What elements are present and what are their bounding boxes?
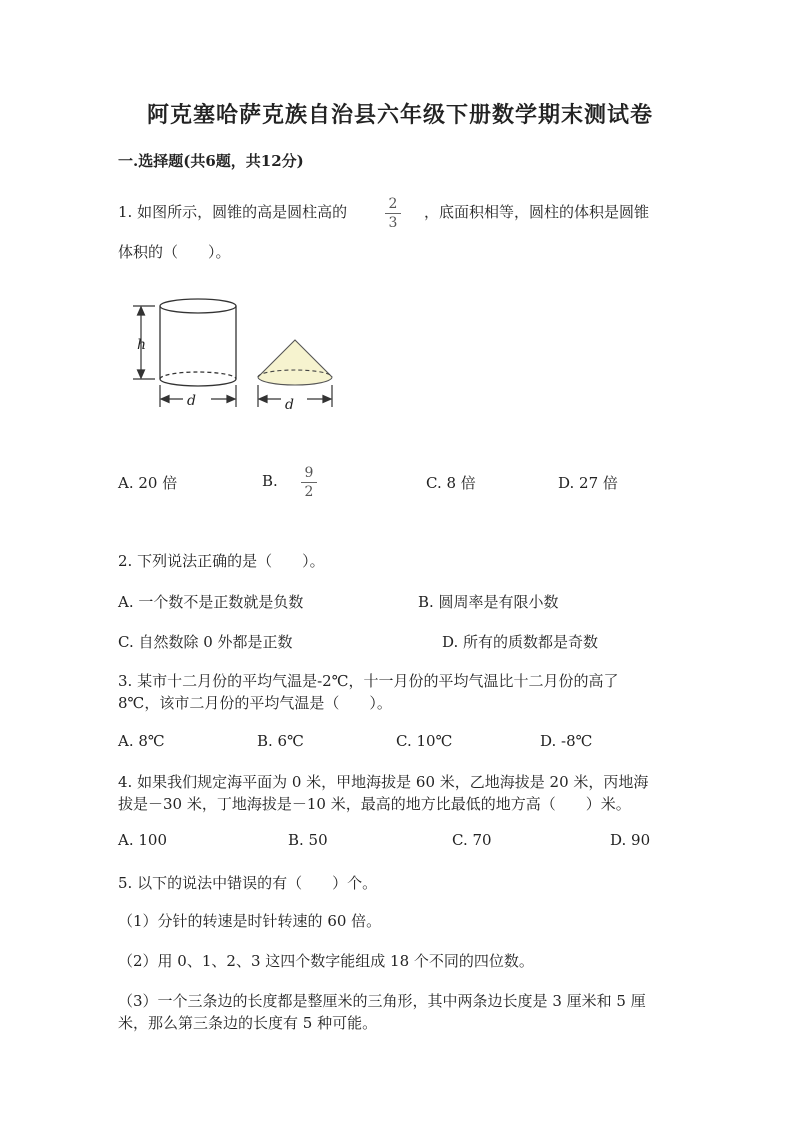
q3-option-b[interactable]: B. 6℃ (257, 732, 304, 750)
q5-statement-3-line2: 米，那么第三条边的长度有 5 种可能。 (118, 1014, 378, 1032)
q1-text-b: ，底面积相等，圆柱的体积是圆锥 (424, 203, 650, 221)
page-title: 阿克塞哈萨克族自治县六年级下册数学期末测试卷 (146, 102, 653, 128)
q3-option-a[interactable]: A. 8℃ (118, 732, 165, 750)
q4-option-a[interactable]: A. 100 (118, 831, 167, 849)
q4-text-line2: 拔是－30 米，丁地海拔是－10 米，最高的地方比最低的地方高（ ）米。 (118, 795, 631, 813)
q5-statement-2: （2）用 0、1、2、3 这四个数字能组成 18 个不同的四位数。 (118, 952, 534, 970)
q1-fraction-numerator: 2 (388, 196, 398, 212)
q1-text-c: 体积的（ ）。 (118, 243, 231, 261)
q4-option-b[interactable]: B. 50 (288, 831, 328, 849)
q3-text-line2: 8℃，该市二月份的平均气温是（ ）。 (118, 694, 392, 712)
q2-option-a[interactable]: A. 一个数不是正数就是负数 (118, 593, 304, 611)
q2-text: 2. 下列说法正确的是（ ）。 (118, 552, 325, 570)
cone-diameter-arrow (258, 385, 332, 407)
q1-option-c[interactable]: C. 8 倍 (426, 474, 476, 492)
q1-option-b-fraction (299, 465, 319, 500)
q2-option-b[interactable]: B. 圆周率是有限小数 (418, 593, 559, 611)
fraction-bar (385, 213, 401, 214)
cylinder-diameter-arrow (160, 385, 236, 407)
cylinder-shape (160, 299, 236, 386)
q4-option-c[interactable]: C. 70 (452, 831, 492, 849)
q3-text-line1: 3. 某市十二月份的平均气温是-2℃，十一月份的平均气温比十二月份的高了 (118, 672, 619, 690)
q5-statement-1: （1）分针的转速是时针转速的 60 倍。 (118, 912, 382, 930)
q5-statement-3-line1: （3）一个三条边的长度都是整厘米的三角形，其中两条边长度是 3 厘米和 5 厘 (118, 992, 646, 1010)
q1-option-b[interactable]: B. (262, 472, 278, 490)
q4-option-d[interactable]: D. 90 (610, 831, 651, 849)
q1-option-a[interactable]: A. 20 倍 (118, 474, 178, 492)
q3-option-c[interactable]: C. 10℃ (396, 732, 453, 750)
q1-text-a: 1. 如图所示，圆锥的高是圆柱高的 (118, 203, 348, 221)
cone-shape (258, 340, 332, 385)
q2-option-c[interactable]: C. 自然数除 0 外都是正数 (118, 633, 293, 651)
section-heading: 一.选择题(共6题，共12分) (118, 152, 304, 170)
q1-fraction-denominator: 3 (388, 215, 398, 231)
fraction-bar (301, 482, 317, 483)
q1-option-b-numerator: 9 (304, 465, 314, 481)
cylinder-cone-figure (125, 295, 340, 415)
q1-fraction (383, 196, 403, 231)
q1-option-b-denominator: 2 (304, 484, 314, 500)
height-label: h (137, 337, 147, 353)
q2-option-d[interactable]: D. 所有的质数都是奇数 (442, 633, 599, 651)
cone-diameter-label: d (285, 397, 294, 413)
cylinder-diameter-label: d (187, 393, 196, 409)
q5-text: 5. 以下的说法中错误的有（ ）个。 (118, 874, 378, 892)
q1-option-d[interactable]: D. 27 倍 (558, 474, 618, 492)
q3-option-d[interactable]: D. -8℃ (540, 732, 593, 750)
q4-text-line1: 4. 如果我们规定海平面为 0 米，甲地海拔是 60 米，乙地海拔是 20 米，丙地海 (118, 773, 649, 791)
